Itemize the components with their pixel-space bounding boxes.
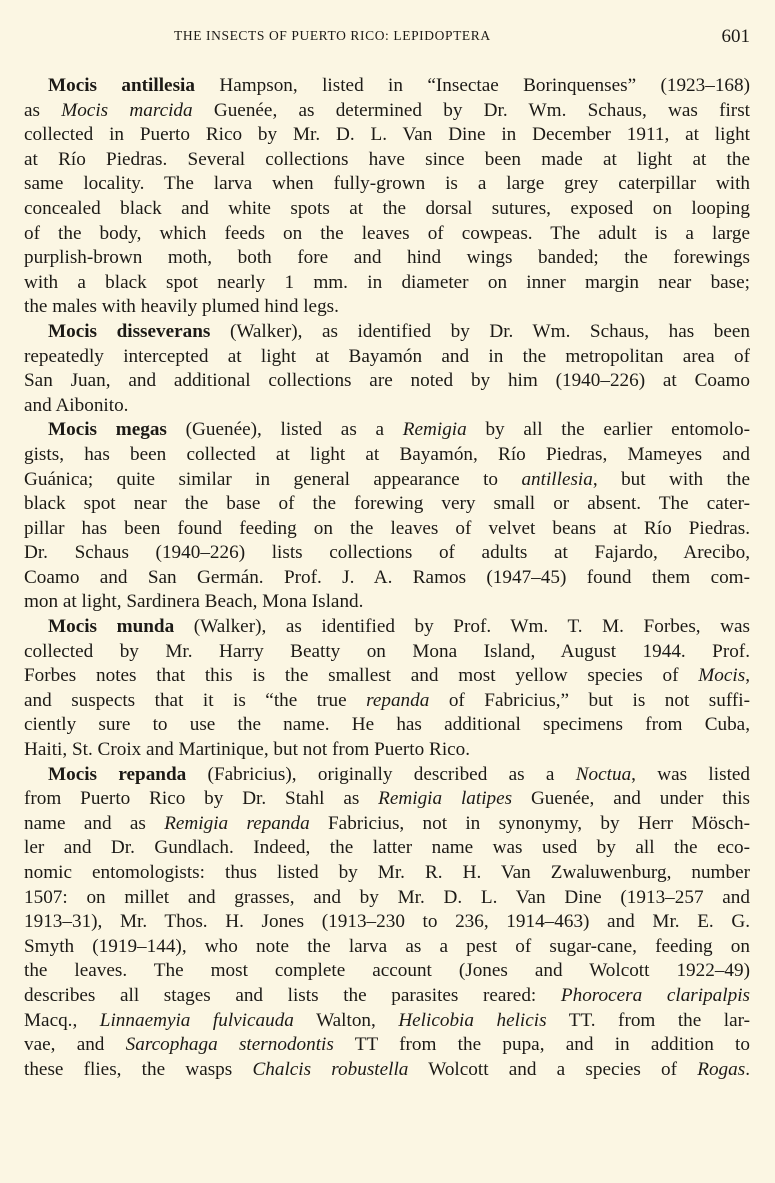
text-run: and suspects that it is “the true [24,689,367,711]
text-line [24,763,750,788]
italic-taxon: Linnaemyia fulvicauda [99,1009,294,1031]
text-run: Guenée, and under this [512,788,750,810]
text-run: these flies, the wasps [24,1058,253,1080]
text-line [24,787,750,812]
paragraph-mocis-disseverans [24,320,750,418]
text-line [24,541,750,566]
species-name: Mocis repanda [48,763,187,785]
text-run: Dr. Schaus (1940–226) lists collections of adults at Fajardo, Arecibo, [24,542,750,564]
species-name: Mocis antillesia [48,75,195,96]
text-line [24,1058,750,1083]
italic-taxon: Remigia [402,419,467,441]
text-run: name and as [24,812,165,834]
text-line [24,959,750,984]
text-run: describes all stages and lists the parasites reared: [24,984,561,1006]
text-run: Coamo and San Germán. Prof. J. A. Ramos (1947–45) found them com- [24,566,750,588]
body-text [24,74,750,1082]
text-line [24,492,750,517]
page-number: 601 [721,26,750,47]
text-run: Guánica; quite similar in general appearance to [24,468,522,490]
text-run: Forbes notes that this is the smallest and most yellow species of [24,665,699,687]
text-run: ler and Dr. Gundlach. Indeed, the latter name was used by all the eco- [24,837,750,859]
text-line [24,664,750,689]
text-run: black spot near the base of the forewing very small or absent. The cater- [24,493,750,515]
text-line [24,99,750,124]
text-line [24,172,750,197]
italic-taxon: Mocis [698,665,746,687]
text-line [24,369,750,394]
text-run: Haiti, St. Croix and Martinique, but not from Puerto Rico. [24,739,471,761]
paragraph-mocis-repanda [24,763,750,1083]
running-head [24,26,750,50]
text-run: (Guenée), listed as a [166,419,403,441]
text-line [24,295,750,320]
text-line [24,148,750,173]
species-name: Mocis munda [48,616,175,638]
italic-taxon: antillesia [521,468,593,490]
text-run: TT. from the lar- [546,1009,750,1031]
text-line [24,74,750,99]
text-line [24,615,750,640]
text-run: as [24,99,62,121]
text-run: of Fabricius,” but is not suffi- [429,689,750,711]
text-line [24,812,750,837]
text-run: same locality. The larva when fully-grown is a large grey caterpillar with [24,173,750,195]
text-run: Guenée, as determined by Dr. Wm. Schaus, was first [192,99,750,121]
paragraph-mocis-antillesia [24,74,750,320]
text-line [24,689,750,714]
text-run: the males with heavily plumed hind legs. [24,296,339,318]
text-run: the leaves. The most complete account (Jones and Wolcott 1922–49) [24,960,750,982]
text-run: , was listed [631,763,750,785]
italic-taxon: repanda [366,689,430,711]
text-line [24,861,750,886]
text-line [24,468,750,493]
text-line [24,886,750,911]
text-run: mon at light, Sardinera Beach, Mona Island. [24,591,364,613]
text-run: collected in Puerto Rico by Mr. D. L. Van Dine in December 1911, at light [24,124,750,146]
text-run: purplish-brown moth, both fore and hind wings banded; the forewings [24,247,750,269]
italic-taxon: Chalcis robustella [252,1058,409,1080]
text-line [24,222,750,247]
text-run: collected by Mr. Harry Beatty on Mona Island, August 1944. Prof. [24,640,750,662]
text-run: of the body, which feeds on the leaves of cowpeas. The adult is a large [24,222,750,244]
italic-taxon: Phorocera claripalpis [560,984,750,1006]
text-run: pillar has been found feeding on the leaves of velvet beans at Río Piedras. [24,517,750,539]
paragraph-mocis-megas [24,418,750,615]
text-run: concealed black and white spots at the dorsal sutures, exposed on looping [24,197,750,219]
text-line [24,935,750,960]
text-line [24,517,750,542]
running-title: THE INSECTS OF PUERTO RICO: LEPIDOPTERA [174,28,491,43]
text-run: from Puerto Rico by Dr. Stahl as [24,788,379,810]
italic-taxon: Remigia repanda [164,812,310,834]
text-run: ciently sure to use the name. He has additional specimens from Cuba, [24,714,750,736]
text-run: Fabricius, not in synonymy, by Herr Mösch- [309,812,750,834]
italic-taxon: Remigia latipes [378,788,513,810]
text-run: Wolcott and a species of [408,1058,698,1080]
text-line [24,123,750,148]
italic-taxon: Mocis marcida [61,99,193,121]
text-run: , but with the [592,468,750,490]
text-run: Hampson, listed in “Insectae Borinquenses” (1923–168) [194,75,750,96]
species-name: Mocis disseverans [48,320,211,342]
italic-taxon: Noctua [575,763,632,785]
text-line [24,320,750,345]
text-run: (Walker), as identified by Dr. Wm. Schaus, has been [210,320,750,342]
text-run: San Juan, and additional collections are noted by him (1940–226) at Coamo [24,370,750,392]
text-line [24,1033,750,1058]
text-line [24,443,750,468]
paragraph-mocis-munda [24,615,750,763]
text-line [24,984,750,1009]
text-run: gists, has been collected at light at Bayamón, Río Piedras, Mameyes and [24,443,750,465]
text-line [24,590,750,615]
text-line [24,713,750,738]
text-run: . [745,1058,750,1080]
text-run: 1913–31), Mr. Thos. H. Jones (1913–230 to 236, 1914–463) and Mr. E. G. [24,911,750,933]
text-run: TT from the pupa, and in addition to [333,1034,750,1056]
text-line [24,418,750,443]
text-run: at Río Piedras. Several collections have since been made at light at the [24,148,750,170]
italic-taxon: Rogas [697,1058,746,1080]
text-run: Macq., [24,1009,100,1031]
italic-taxon: Sarcophaga sternodontis [125,1034,334,1056]
text-line [24,345,750,370]
text-run: vae, and [24,1034,126,1056]
text-run: with a black spot nearly 1 mm. in diameter on inner margin near base; [24,271,750,293]
text-line [24,640,750,665]
text-run: (Walker), as identified by Prof. Wm. T. M. Forbes, was [174,616,750,638]
text-run: 1507: on millet and grasses, and by Mr. D. L. Van Dine (1913–257 and [24,886,750,908]
text-line [24,394,750,419]
text-line [24,246,750,271]
text-run: nomic entomologists: thus listed by Mr. R. H. Van Zwaluwenburg, number [24,862,750,883]
text-line [24,910,750,935]
text-run: , [745,665,750,687]
text-run: Smyth (1919–144), who note the larva as a pest of sugar-cane, feeding on [24,935,750,957]
species-name: Mocis megas [48,419,167,441]
italic-taxon: Helicobia helicis [398,1009,547,1031]
text-run: by all the earlier entomolo- [466,419,750,441]
text-line [24,271,750,296]
text-line [24,836,750,861]
text-line [24,738,750,763]
text-line [24,1009,750,1034]
text-run: repeatedly intercepted at light at Bayamón and in the metropolitan area of [24,345,750,367]
text-run: and Aibonito. [24,394,129,416]
text-line [24,566,750,591]
text-line [24,197,750,222]
text-run: Walton, [293,1009,399,1031]
text-run: (Fabricius), originally described as a [186,763,576,785]
